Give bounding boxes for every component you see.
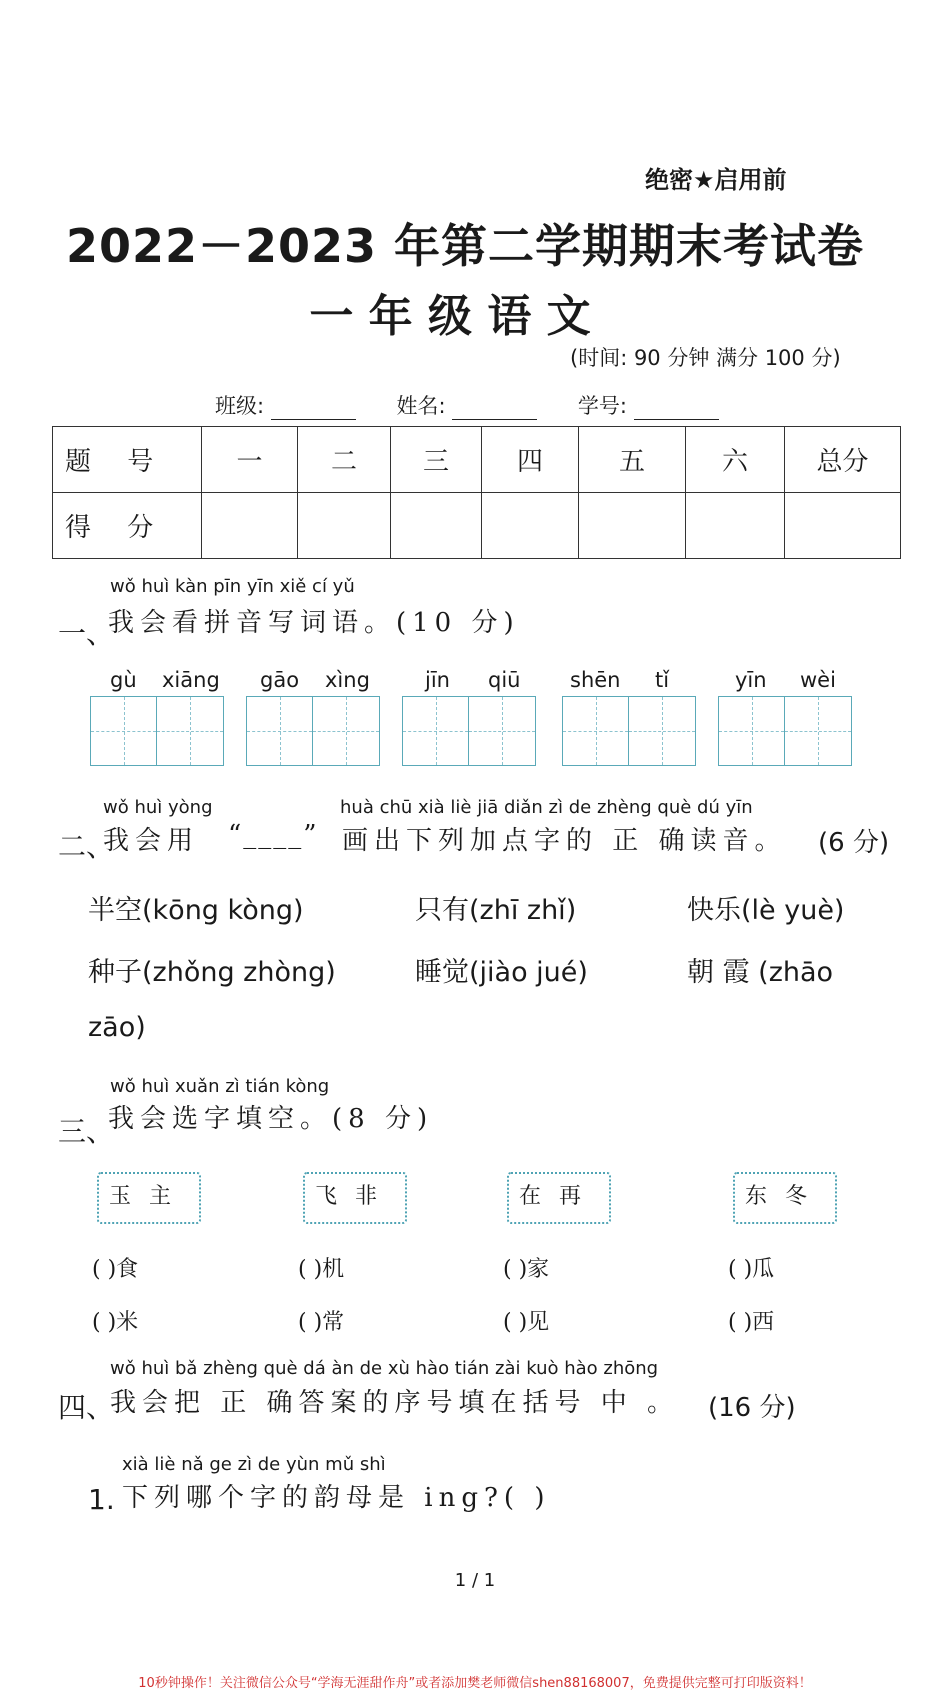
q3-blank-2[interactable]: ( )机	[298, 1257, 345, 1282]
q4-pinyin: wǒ huì bǎ zhèng què dá àn de xù hào tián zài kuò hào zhōng	[110, 1358, 659, 1379]
grid-cell[interactable]	[469, 697, 535, 765]
grid-cell[interactable]	[563, 697, 629, 765]
q2-item-4: 种子(zhǒng zhòng)	[88, 957, 336, 988]
score-table-header-row	[53, 427, 901, 493]
grid-cell[interactable]	[313, 697, 379, 765]
grid-cell[interactable]	[91, 697, 157, 765]
grid-cell[interactable]	[157, 697, 223, 765]
q3-blank-4[interactable]: ( )瓜	[728, 1257, 775, 1282]
q4-sub1-number: 1.	[88, 1483, 115, 1516]
q1-writing-grid-1[interactable]	[90, 696, 224, 766]
q3-text: 我会选字填空。(8 分)	[108, 1104, 434, 1134]
q1-writing-grid-3[interactable]	[402, 696, 536, 766]
name-blank[interactable]	[452, 399, 537, 420]
q3-word-box-3: 在再	[507, 1172, 611, 1224]
q2-item-6: 朝 霞 (zhāo	[687, 957, 834, 988]
q3-blank-5[interactable]: ( )米	[92, 1310, 139, 1335]
q2-item-5: 睡觉(jiào jué)	[415, 957, 588, 988]
q1-item-3-pinyin-a: jīn	[425, 668, 450, 692]
q3-word-box-2: 飞非	[303, 1172, 407, 1224]
q3-word-box-1: 玉主	[97, 1172, 201, 1224]
score-cell[interactable]	[785, 493, 901, 559]
score-col: 五	[579, 427, 686, 493]
q1-item-5-pinyin-b: wèi	[800, 668, 836, 692]
score-cell[interactable]	[391, 493, 482, 559]
q1-writing-grid-4[interactable]	[562, 696, 696, 766]
class-label: 班级:	[215, 394, 265, 418]
confidential-mark: 绝密★启用前	[645, 166, 787, 194]
q2-item-1: 半空(kōng kòng)	[88, 895, 304, 926]
q2-item-3: 快乐(lè yuè)	[687, 895, 845, 926]
q1-item-4-pinyin-b: tǐ	[655, 668, 670, 692]
q2-text-a: 我会用	[103, 826, 200, 856]
q3-blank-8[interactable]: ( )西	[728, 1310, 775, 1335]
grid-cell[interactable]	[629, 697, 695, 765]
q4-text: 我会把 正 确答案的序号填在括号 中 。	[110, 1388, 680, 1418]
score-cell[interactable]	[579, 493, 686, 559]
q1-item-3-pinyin-b: qiū	[488, 668, 521, 692]
q2-item-2: 只有(zhī zhǐ)	[415, 895, 577, 926]
page-number: 1 / 1	[454, 1570, 496, 1591]
name-label: 姓名:	[396, 394, 446, 418]
grid-cell[interactable]	[785, 697, 851, 765]
exam-time: (时间: 90 分钟 满分 100 分)	[570, 346, 841, 370]
q2-pinyin-a: wǒ huì yòng	[103, 797, 213, 818]
q3-word-box-4: 东冬	[733, 1172, 837, 1224]
promo-footer: 10秒钟操作！关注微信公众号“学海无涯甜作舟”或者添加樊老师微信shen88168007，免费提供完整可打印版资料！	[138, 1676, 812, 1691]
class-blank[interactable]	[271, 399, 356, 420]
score-col: 总分	[785, 427, 901, 493]
score-table-score-row	[53, 493, 901, 559]
score-col: 一	[202, 427, 298, 493]
q2-number: 二、	[58, 830, 115, 863]
q3-blank-7[interactable]: ( )见	[503, 1310, 550, 1335]
exam-subtitle: 一 年 级 语 文	[309, 291, 591, 342]
grid-cell[interactable]	[247, 697, 313, 765]
score-cell[interactable]	[298, 493, 391, 559]
score-cell[interactable]	[686, 493, 785, 559]
score-table	[52, 426, 901, 559]
q4-sub1-pinyin: xià liè nǎ ge zì de yùn mǔ shì	[122, 1454, 386, 1475]
q1-pinyin: wǒ huì kàn pīn yīn xiě cí yǔ	[110, 576, 355, 597]
q3-blank-6[interactable]: ( )常	[298, 1310, 345, 1335]
q2-item-6-cont: zāo)	[88, 1012, 146, 1043]
q1-item-4-pinyin-a: shēn	[570, 668, 621, 692]
q1-item-5-pinyin-a: yīn	[735, 668, 767, 692]
q3-blank-1[interactable]: ( )食	[92, 1257, 139, 1282]
score-col: 六	[686, 427, 785, 493]
number-label: 学号:	[577, 394, 627, 418]
score-cell[interactable]	[482, 493, 579, 559]
number-blank[interactable]	[634, 399, 719, 420]
q1-writing-grid-5[interactable]	[718, 696, 852, 766]
exam-title: 2022－2023 年第二学期期末考试卷	[65, 219, 865, 273]
q3-blank-3[interactable]: ( )家	[503, 1257, 550, 1282]
q1-item-1-pinyin-b: xiāng	[162, 668, 220, 692]
q1-item-2-pinyin-b: xìng	[325, 668, 370, 692]
q3-number: 三、	[58, 1115, 115, 1148]
q1-item-2-pinyin-a: gāo	[260, 668, 300, 692]
score-row-label: 得 分	[53, 493, 202, 559]
q4-sub1-text: 下列哪个字的韵母是 ing?( )	[122, 1483, 551, 1513]
q4-score: (16 分)	[708, 1393, 796, 1423]
q1-item-1-pinyin-a: gù	[110, 668, 137, 692]
student-info	[215, 390, 753, 420]
q3-pinyin: wǒ huì xuǎn zì tián kòng	[110, 1076, 330, 1097]
q2-underline-mark: “____”	[228, 820, 319, 850]
score-col: 四	[482, 427, 579, 493]
q1-writing-grid-2[interactable]	[246, 696, 380, 766]
q2-text-b: 画出下列加点字的 正 确读音。	[342, 826, 787, 856]
q4-number: 四、	[58, 1391, 115, 1424]
q2-pinyin-b: huà chū xià liè jiā diǎn zì de zhèng què dú yīn	[340, 797, 753, 818]
score-cell[interactable]	[202, 493, 298, 559]
q1-text: 我会看拼音写词语。(10 分)	[108, 608, 520, 638]
score-row-label: 题 号	[53, 427, 202, 493]
score-col: 二	[298, 427, 391, 493]
q1-number: 一、	[58, 617, 115, 650]
grid-cell[interactable]	[403, 697, 469, 765]
q2-score: (6 分)	[818, 828, 890, 858]
score-col: 三	[391, 427, 482, 493]
grid-cell[interactable]	[719, 697, 785, 765]
